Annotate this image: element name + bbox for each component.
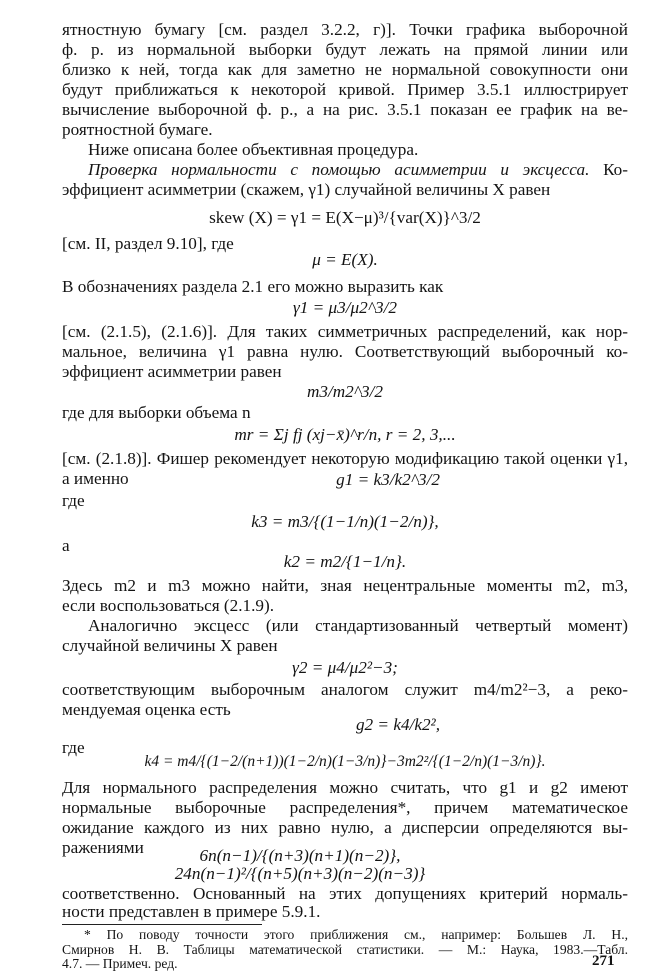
text-line: ражениями (62, 838, 144, 857)
formula-text: g2 = k4/k2², (355, 715, 440, 734)
formula-text: mr = Σj fj (xj−x̄)^r/n, r = 2, 3,... (234, 425, 456, 444)
text-line: [см. II, раздел 9.10], где (62, 234, 234, 253)
formula-text: k2 = m2/{1−1/n}. (283, 552, 407, 571)
text-line: близко к ней, тогда как для заметно не нормальной совокупности они (62, 60, 628, 79)
footnote-line: 4.7. — Примеч. ред. (62, 956, 178, 971)
formula-g2 (140, 715, 440, 735)
text-line: эффициент асимметрии (скажем, γ1) случайной величины X равен (62, 180, 551, 199)
formula-text: skew (X) = γ1 = E(X−μ)³/{var(X)}^3/2 (209, 208, 481, 227)
formula-gamma2 (62, 658, 628, 678)
text-line: Здесь m2 и m3 можно найти, зная нецентральные моменты m2, m3, (62, 576, 628, 595)
text-line: а (62, 536, 70, 555)
formula-text: μ = E(X). (312, 250, 378, 269)
section-heading-line (88, 160, 628, 180)
text-line: эффициент асимметрии равен (62, 362, 282, 381)
formula-k4 (62, 752, 628, 772)
text-line: если воспользоваться (2.1.9). (62, 596, 275, 615)
text-paragraph: [см. (2.1.8)]. Фишер рекомендует некоторую модификацию такой оценки γ1, а именно (62, 449, 628, 488)
text-line: случайной величины X равен (62, 636, 278, 655)
formula-g1 (140, 470, 440, 490)
formula-text: 6n(n−1)/{(n+3)(n+1)(n−2)}, (199, 846, 401, 865)
formula-text: k3 = m3/{(1−1/n)(1−2/n)}, (251, 512, 439, 531)
text-line: Ниже описана более объективная процедура. (88, 140, 419, 159)
text-line: где для выборки объема n (62, 403, 251, 422)
text-line: роятностной бумаге. (62, 120, 213, 139)
formula-k2 (62, 552, 628, 572)
formula-text: γ1 = μ3/μ2^3/2 (293, 298, 397, 317)
formula-text: 24n(n−1)²/{(n+5)(n+3)(n−2)(n−3)} (174, 864, 426, 883)
formula-text: m3/m2^3/2 (306, 382, 383, 401)
text-line: Для нормального распределения можно считать, что g1 и g2 имеют (62, 778, 628, 797)
formula-gamma1 (62, 298, 628, 318)
formula-k3 (62, 512, 628, 532)
text-line: [см. (2.1.5), (2.1.6)]. Для таких симметричных распределений, как нор- (62, 322, 628, 341)
formula-var-g1 (90, 846, 510, 866)
formula-moments (62, 425, 628, 445)
formula-text: γ2 = μ4/μ2²−3; (292, 658, 398, 677)
text-line: мендуемая оценка есть (62, 700, 231, 719)
footnote-line: Смирнов Н. В. Таблицы математической статистики. — М.: Наука, 1983.—Табл. (62, 942, 628, 957)
text-line: ности представлен в примере 5.9.1. (62, 902, 321, 921)
text-line: где (62, 738, 85, 757)
text-line: нормальные выборочные распределения*, причем математическое (62, 798, 628, 817)
text-fragment: Ко- (603, 160, 629, 179)
text-line: мальное, величина γ1 равна нулю. Соответствующий выборочный ко- (62, 342, 628, 361)
footnote-line: * По поводу точности этого приближения см., например: Большев Л. Н., (84, 927, 628, 942)
text-line: ожидание каждого из них равно нулю, а дисперсии определяются вы- (62, 818, 628, 837)
formula-skew (62, 208, 628, 228)
text-line: ятностную бумагу [см. раздел 3.2.2, г)]. Точки графика выборочной (62, 20, 628, 39)
formula-text: g1 = k3/k2^3/2 (336, 470, 440, 489)
text-line: Аналогично эксцесс (или стандартизованный четвертый момент) (88, 616, 628, 635)
section-heading: Проверка нормальности с помощью асимметрии и эксцесса. (88, 160, 590, 179)
text-line: вычисление выборочной ф. р., а на рис. 3.5.1 показан ее график на ве- (62, 100, 628, 119)
text-line: где (62, 491, 85, 510)
text-line: соответственно. Основанный на этих допущениях критерий нормаль- (62, 884, 628, 903)
formula-sample-skew (62, 382, 628, 402)
formula-text: k4 = m4/{(1−2/(n+1))(1−2/n)(1−3/n)}−3m2²/{(1−2/n)(1−3/n)}. (144, 753, 546, 770)
text-line: В обозначениях раздела 2.1 его можно выразить как (62, 277, 444, 296)
text-line: ф. р. из нормальной выборки будут лежать на прямой линии или (62, 40, 628, 59)
page-number: 271 (592, 953, 615, 969)
text-line: соответствующим выборочным аналогом служит m4/m2²−3, а реко- (62, 680, 628, 699)
text-line: будут приближаться к некоторой кривой. Пример 3.5.1 иллюстрирует (62, 80, 628, 99)
formula-mu (62, 250, 628, 270)
